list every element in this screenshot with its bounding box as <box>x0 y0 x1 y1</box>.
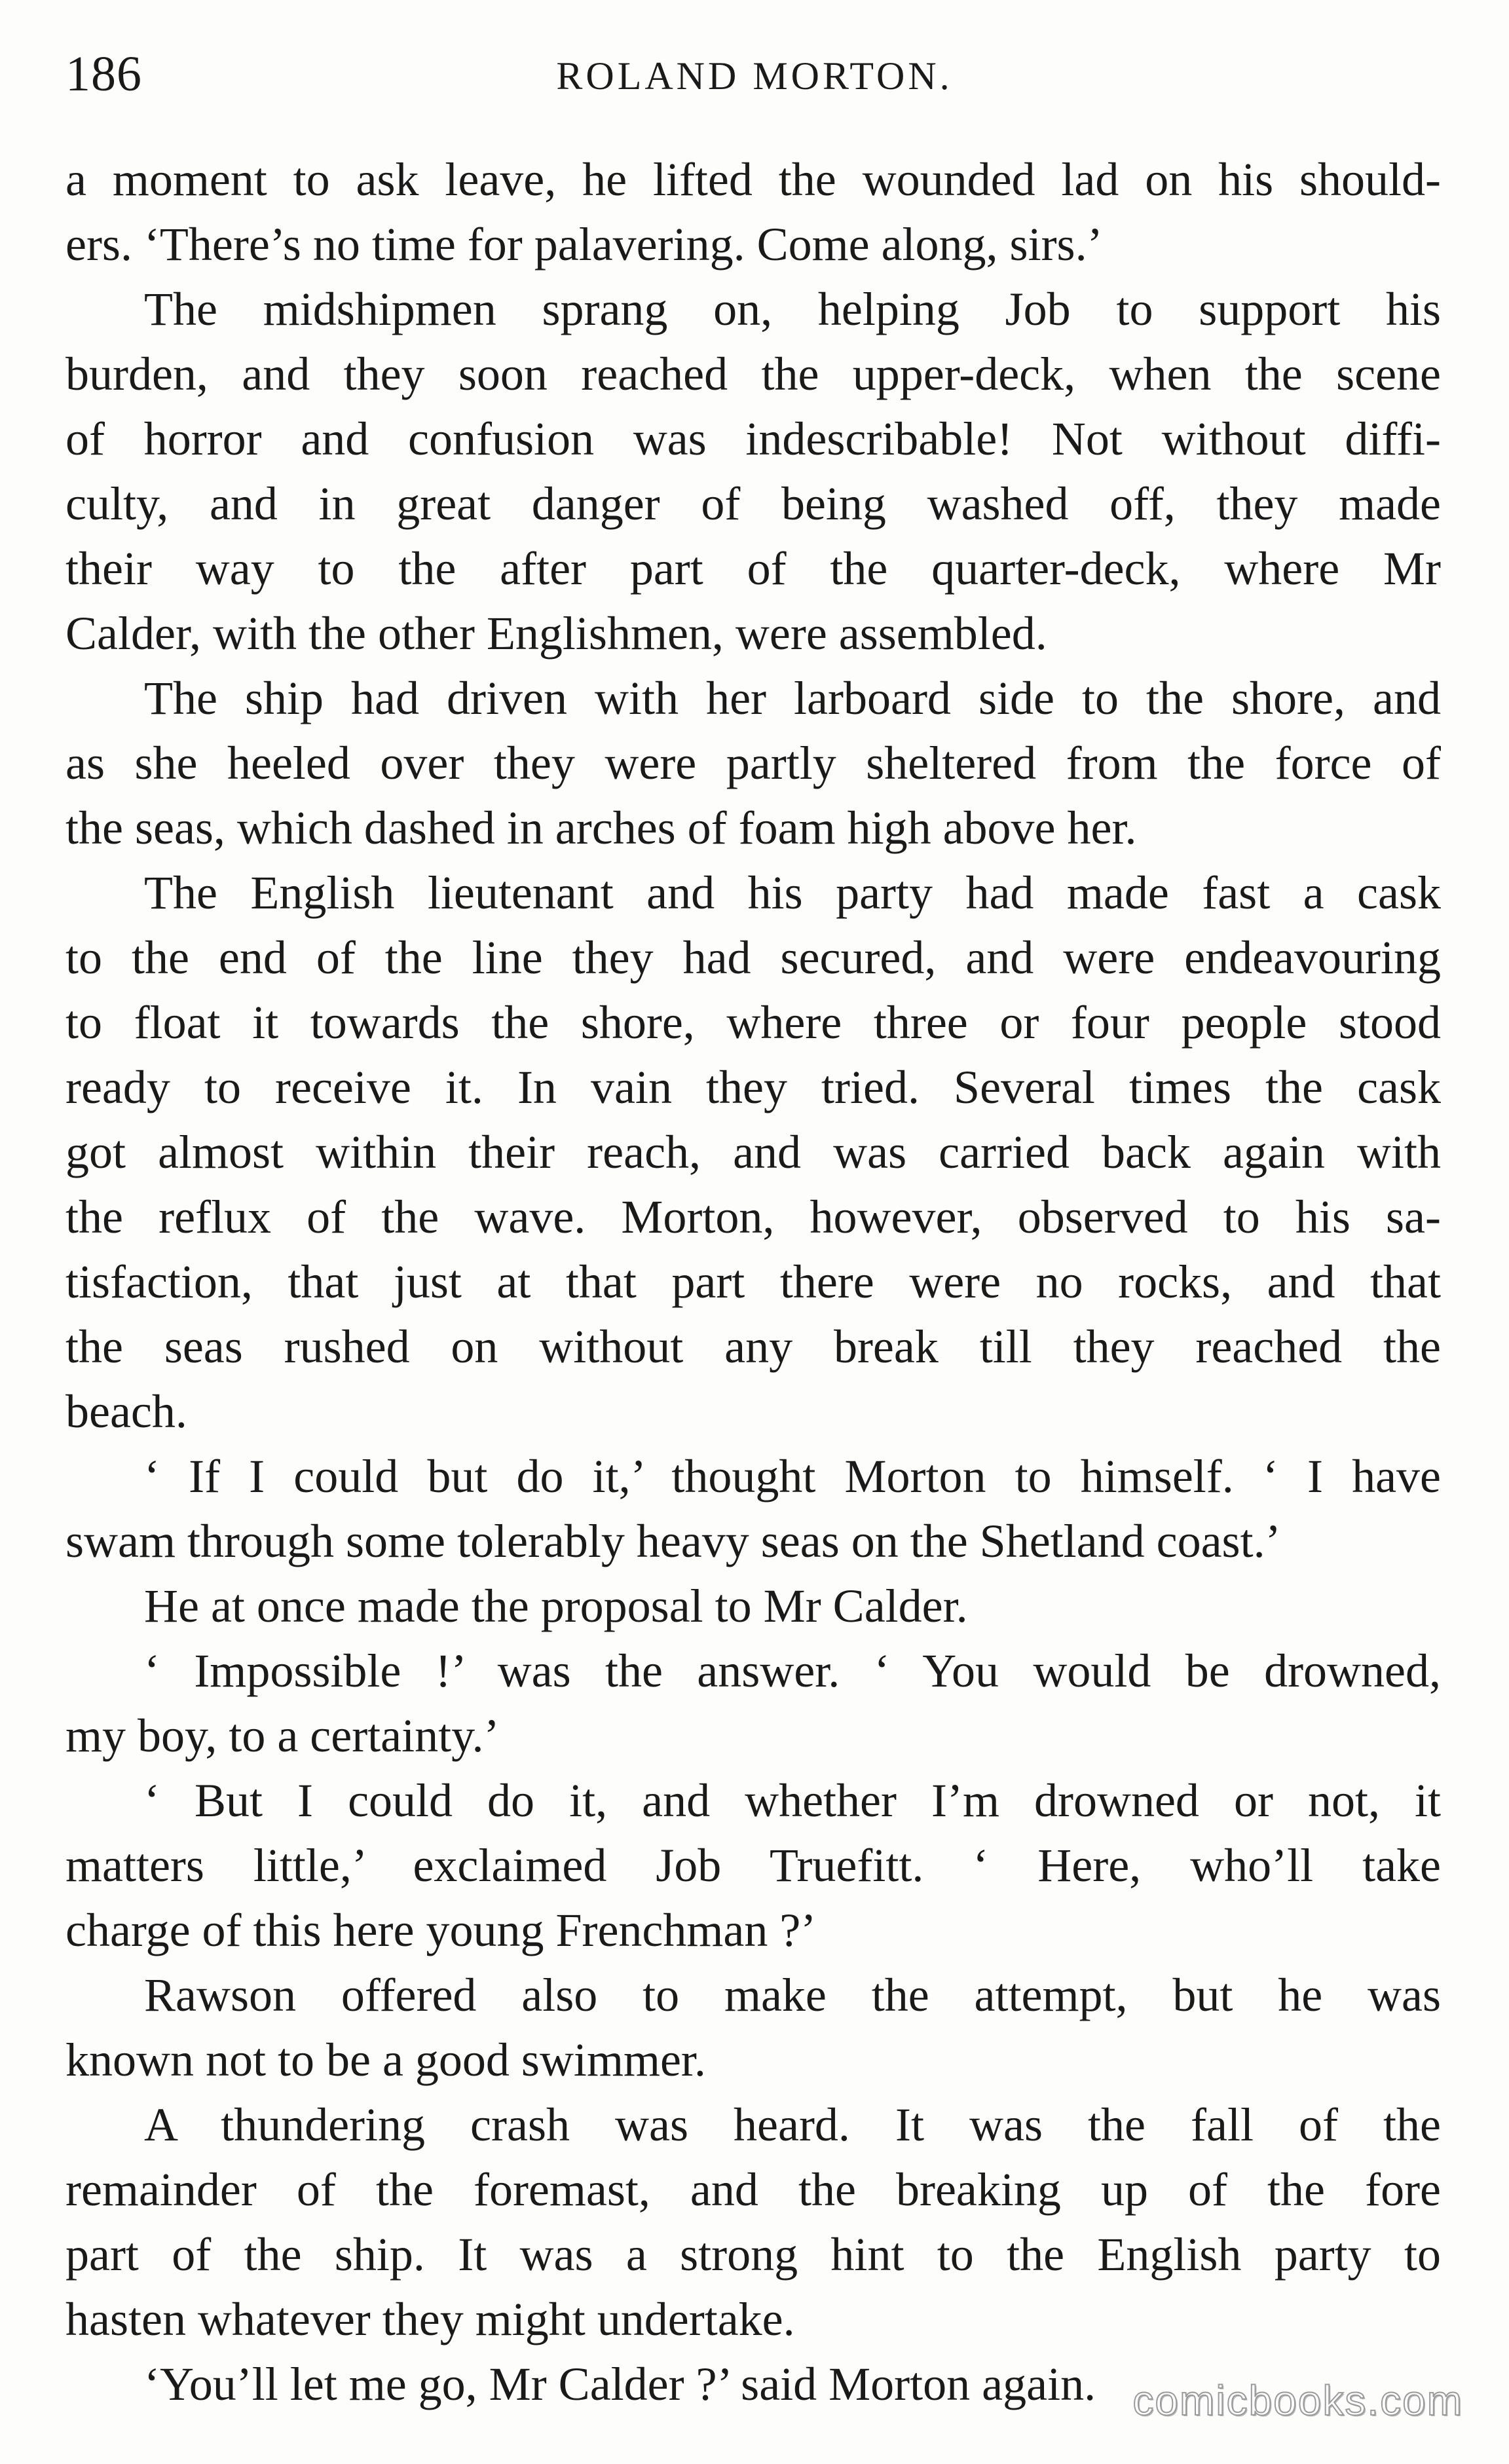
text-line: The midshipmen sprang on, helping Job to support his <box>144 283 1441 335</box>
page-number: 186 <box>65 47 142 102</box>
text-line: to the end of the line they had secured, and were endeavouring <box>65 931 1441 984</box>
text-line: got almost within their reach, and was carried back again with <box>65 1126 1441 1178</box>
running-head: ROLAND MORTON. <box>556 54 953 98</box>
watermark-logo: comicbooks.com <box>1132 2377 1463 2424</box>
text-line: their way to the after part of the quarter-deck, where Mr <box>65 542 1441 595</box>
text-line: swam through some tolerably heavy seas on the Shetland coast.’ <box>65 1515 1281 1567</box>
text-line: Calder, with the other Englishmen, were assembled. <box>65 607 1047 660</box>
text-line: the seas, which dashed in arches of foam high above her. <box>65 802 1137 854</box>
text-line: charge of this here young Frenchman ?’ <box>65 1904 817 1956</box>
text-line: matters little,’ exclaimed Job Truefitt. ‘ Here, who’ll take <box>65 1839 1441 1892</box>
text-line: tisfaction, that just at that part there were no rocks, and that <box>65 1256 1441 1308</box>
text-line: culty, and in great danger of being washed off, they made <box>65 477 1441 530</box>
text-line: of horror and confusion was indescribable! Not without diffi- <box>65 413 1441 465</box>
text-line: Rawson offered also to make the attempt, but he was <box>144 1969 1441 2021</box>
text-line: hasten whatever they might undertake. <box>65 2293 795 2345</box>
text-line: known not to be a good swimmer. <box>65 2034 706 2086</box>
text-line: ‘You’ll let me go, Mr Calder ?’ said Morton again. <box>144 2358 1096 2410</box>
body-text <box>65 147 1441 2417</box>
text-line: remainder of the foremast, and the breaking up of the fore <box>65 2163 1441 2216</box>
text-line: as she heeled over they were partly sheltered from the force of <box>65 737 1441 789</box>
text-line: burden, and they soon reached the upper-deck, when the scene <box>65 348 1441 400</box>
text-line: beach. <box>65 1385 187 1438</box>
text-line: ers. ‘There’s no time for palavering. Come along, sirs.’ <box>65 218 1103 271</box>
text-line: to float it towards the shore, where three or four people stood <box>65 996 1441 1049</box>
text-line: the reflux of the wave. Morton, however, observed to his sa- <box>65 1191 1441 1243</box>
text-line: ‘ Impossible !’ was the answer. ‘ You would be drowned, <box>144 1645 1441 1697</box>
text-line: my boy, to a certainty.’ <box>65 1709 500 1762</box>
text-line: part of the ship. It was a strong hint to the English party to <box>65 2228 1441 2281</box>
text-line: ‘ But I could do it, and whether I’m drowned or not, it <box>144 1774 1441 1827</box>
text-line: A thundering crash was heard. It was the fall of the <box>144 2099 1441 2151</box>
text-line: a moment to ask leave, he lifted the wounded lad on his should- <box>65 153 1441 206</box>
text-line: He at once made the proposal to Mr Calder. <box>144 1580 968 1632</box>
page-header <box>65 46 1444 118</box>
text-line: The English lieutenant and his party had made fast a cask <box>144 867 1441 919</box>
text-line: ready to receive it. In vain they tried. Several times the cask <box>65 1061 1441 1113</box>
text-line: The ship had driven with her larboard side to the shore, and <box>144 672 1441 724</box>
text-line: ‘ If I could but do it,’ thought Morton to himself. ‘ I have <box>144 1450 1441 1503</box>
text-line: the seas rushed on without any break till they reached the <box>65 1320 1441 1373</box>
